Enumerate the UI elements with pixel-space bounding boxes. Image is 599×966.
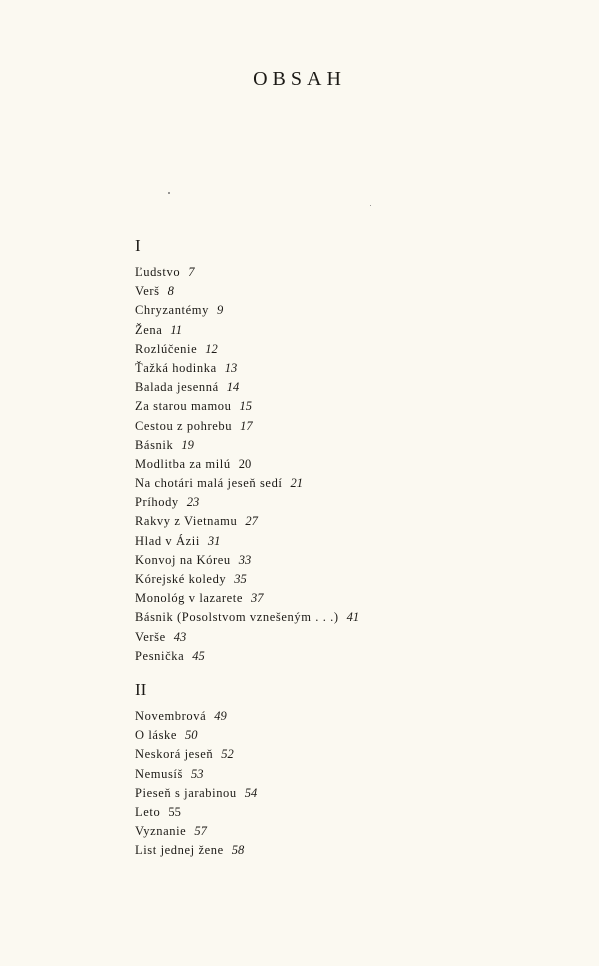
entry-title: Ľudstvo [135, 265, 181, 279]
entry-title: Cestou z pohrebu [135, 418, 233, 433]
entry-title: Príhody [135, 495, 179, 510]
entry-title: Pesnička [135, 648, 185, 663]
section-label: II [135, 680, 147, 699]
toc-entry [135, 803, 257, 822]
entry-page: 53 [190, 766, 204, 781]
entry-title: Hlad v Ázii [135, 533, 200, 548]
entry-title: Žena [135, 322, 163, 337]
paper-speck [370, 205, 371, 206]
entry-page: 19 [181, 437, 194, 452]
toc-entry [135, 282, 359, 301]
entry-title: Monológ v lazarete [135, 591, 243, 606]
entry-title: Básnik [135, 437, 174, 452]
entry-page: 21 [290, 476, 303, 491]
toc-entry [135, 628, 359, 647]
entry-page: 23 [186, 495, 200, 510]
entry-title: Vyznanie [135, 824, 187, 839]
entry-title: Za starou mamou [135, 399, 232, 414]
entry-page: 35 [234, 572, 247, 586]
entry-title: Chryzantémy [135, 303, 209, 318]
toc-entry [135, 359, 359, 378]
entry-title: Rakvy z Vietnamu [135, 514, 238, 529]
entry-title: Na chotári malá jeseň sedí [135, 476, 283, 491]
paper-speck [168, 192, 170, 194]
toc-entry [135, 822, 257, 841]
entry-page: 58 [231, 843, 245, 858]
entry-page: 43 [173, 629, 187, 644]
toc-entry [135, 436, 359, 455]
entry-title: List jednej žene [135, 843, 224, 858]
toc-entry [135, 784, 257, 803]
entry-title: Modlitba za milú [135, 456, 231, 471]
toc-entry [135, 378, 359, 397]
toc-entry [135, 397, 359, 416]
entry-title: Neskorá jeseň [135, 747, 214, 762]
entry-title: Rozlúčenie [135, 341, 198, 356]
toc-entry [135, 589, 359, 608]
toc-entry [135, 551, 359, 570]
entry-page: 33 [238, 552, 252, 567]
entry-title: Nemusíš [135, 766, 183, 781]
entry-title: Balada jesenná [135, 380, 219, 395]
entry-page: 27 [245, 514, 258, 529]
toc-entry [135, 340, 359, 359]
entry-page: 50 [185, 728, 198, 743]
entry-page: 41 [346, 610, 360, 625]
entry-title: Novembrová [135, 709, 207, 723]
toc-list [135, 707, 257, 861]
entry-title: Leto [135, 804, 161, 819]
entry-title: O láske [135, 728, 178, 743]
entry-title: Kórejské koledy [135, 572, 227, 586]
page-title: OBSAH [253, 68, 346, 90]
entry-page: 13 [224, 360, 238, 375]
entry-page: 15 [239, 399, 252, 414]
toc-entry [135, 726, 257, 745]
entry-page: 17 [240, 418, 253, 433]
entry-page: 8 [167, 284, 174, 299]
entry-page: 12 [205, 341, 218, 356]
entry-title: Verše [135, 629, 166, 644]
entry-title: Pieseň s jarabinou [135, 785, 237, 800]
entry-page: 31 [207, 533, 221, 548]
toc-entry [135, 707, 257, 726]
toc-entry [135, 745, 257, 764]
entry-title: Konvoj na Kóreu [135, 552, 231, 567]
toc-entry [135, 608, 359, 627]
entry-page: 54 [244, 785, 258, 800]
entry-page: 57 [194, 824, 207, 839]
entry-page: 49 [214, 709, 227, 723]
toc-entry [135, 765, 257, 784]
toc-entry [135, 493, 359, 512]
toc-entry [135, 647, 359, 666]
toc-entry [135, 512, 359, 531]
toc-entry [135, 841, 257, 860]
section-label: I [135, 236, 141, 255]
entry-title: Básnik (Posolstvom vznešeným . . .) [135, 610, 339, 625]
entry-page: 20 [238, 456, 252, 471]
toc-entry [135, 474, 359, 493]
entry-page: 14 [226, 380, 240, 395]
toc-entry [135, 532, 359, 551]
toc-entry [135, 321, 359, 340]
entry-page: 37 [251, 591, 264, 606]
toc-entry [135, 570, 359, 589]
toc-entry [135, 263, 359, 282]
toc-entry [135, 301, 359, 320]
entry-page: 7 [188, 265, 195, 279]
entry-page: 55 [168, 804, 181, 819]
toc-list [135, 263, 359, 666]
entry-page: 52 [221, 747, 234, 762]
entry-title: Verš [135, 284, 160, 299]
entry-page: 9 [216, 303, 224, 318]
entry-page: 45 [192, 648, 205, 663]
toc-entry [135, 417, 359, 436]
entry-page: 11 [170, 322, 182, 337]
entry-title: Ťažká hodinka [135, 360, 217, 375]
toc-entry [135, 455, 359, 474]
